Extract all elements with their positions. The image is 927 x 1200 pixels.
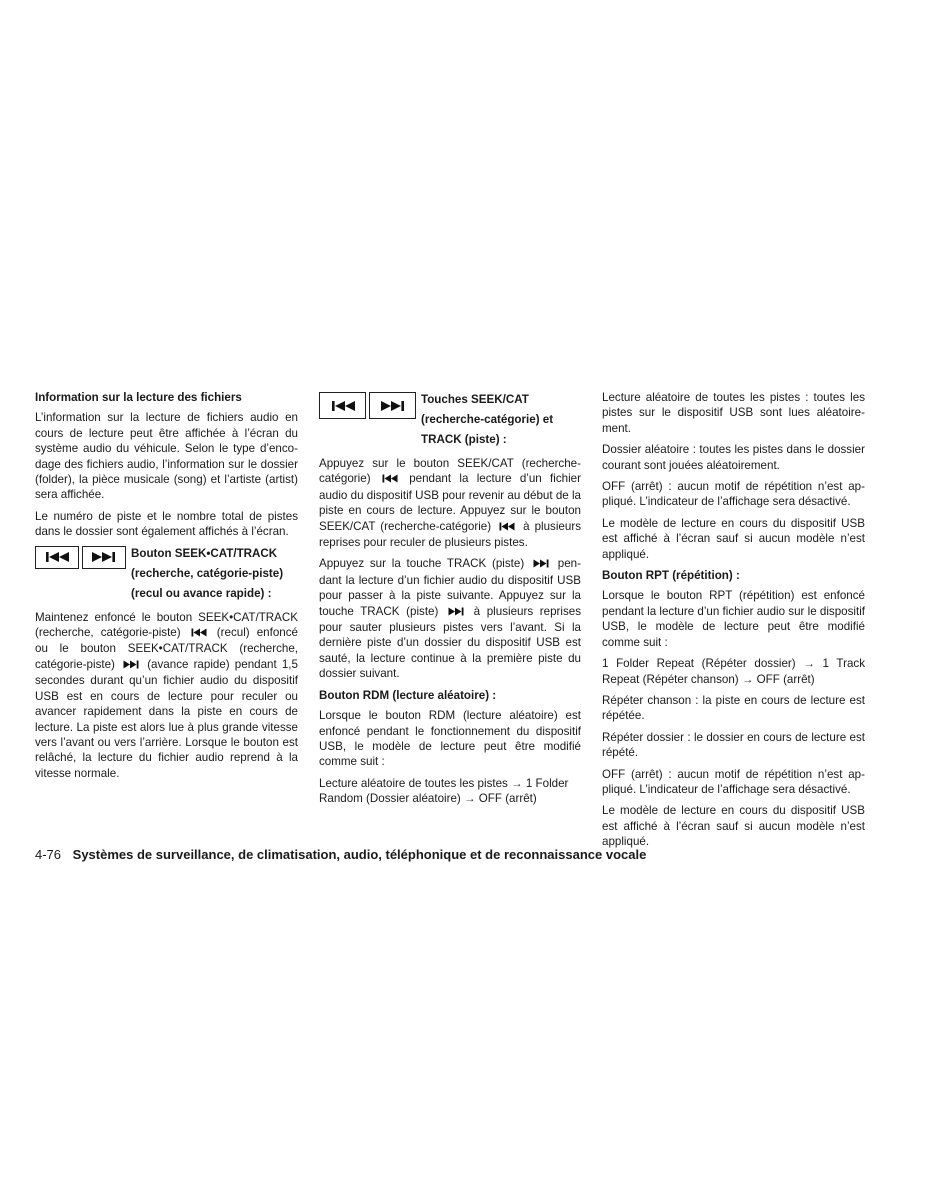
paragraph: Répéter dossier : le dossier en cours de lecture est répété. <box>602 730 865 760</box>
skip-back-icon <box>382 472 398 487</box>
paragraph-seek-cat: Appuyez sur le bouton SEEK/CAT (recherche-catégorie) pendant la lecture d’un fichier audio du dispositif USB pour revenir au début de la piste en cours de lecture. Appuyez sur le bouton SEEK/CAT (recherche-catégorie) à plusieurs reprises pour reculer de plusieurs pistes. <box>319 457 581 550</box>
paragraph: OFF (arrêt) : aucun motif de répétition n’est appliqué. L’indicateur de l’affichage sera désactivé. <box>602 767 865 796</box>
button-figure-seek-cat-and-track <box>319 392 581 450</box>
skip-back-icon <box>319 392 366 419</box>
paragraph: Le modèle de lecture en cours du dispositif USB est affiché à l’écran sauf si aucun modèle n’est appliqué. <box>602 804 865 849</box>
paragraph-track: Appuyez sur la touche TRACK (piste) pendant la lecture d’un fichier audio du dispositif USB pour passer à la piste suivante. Appuyez sur la touche TRACK (piste) à plusieurs reprises pour sauter plusieurs pistes vers l’avant. Si la dernière piste d’un dossier du dispositif USB est sauté, la lecture continue à la première piste du dossier suivant. <box>319 557 581 681</box>
paragraph: Lorsque le bouton RDM (lecture aléatoire) est enfoncé pendant le fonctionnement du dispositif USB, le modèle de lecture peut être modifié comme suit : <box>319 709 581 769</box>
button-figure-seek-cat-track <box>35 546 298 604</box>
skip-back-icon <box>35 546 79 569</box>
chapter-title: Systèmes de surveillance, de climatisation, audio, téléphonique et de reconnaissance vocale <box>72 847 647 862</box>
column-2 <box>319 390 581 813</box>
skip-forward-icon <box>123 658 139 673</box>
skip-forward-icon <box>369 392 416 419</box>
paragraph: Le numéro de piste et le nombre total de pistes dans le dossier sont également affichés à l’écran. <box>35 509 298 539</box>
paragraph: 1 Folder Repeat (Répéter dossier) → 1 Track Repeat (Répéter chanson) → OFF (arrêt) <box>602 657 865 686</box>
skip-forward-icon <box>533 557 549 572</box>
section-heading-rpt: Bouton RPT (répétition) : <box>602 569 740 583</box>
skip-forward-icon <box>448 605 464 620</box>
section-heading-rdm: Bouton RDM (lecture aléatoire) : <box>319 688 497 702</box>
page-number: 4-76 <box>35 847 62 862</box>
paragraph: OFF (arrêt) : aucun motif de répétition n’est appliqué. L’indicateur de l’affichage sera désactivé. <box>602 480 865 509</box>
page-footer <box>35 846 895 864</box>
paragraph-seek-hold: Maintenez enfoncé le bouton SEEK•CAT/TRACK (recherche, catégorie-piste) (recul) enfoncé ou le bouton SEEK•CAT/TRACK (recherche, catégorie-piste) (avance rapide) pendant 1,5 secondes durant qu’un fichier audio du dispositif USB est en cours de lecture pour reculer ou avancer rapidement dans la piste en cours de lecture. La piste est alors lue à plus grande vitesse vers l’avant ou vers l’arrière. Lorsque le bouton est relâché, la lecture du fichier audio reprend à la vitesse normale. <box>35 610 298 780</box>
button-heading-seek-cat-and-track: Touches SEEK/CAT (recherche-catégorie) et TRACK (piste) : <box>421 393 554 446</box>
section-heading-file-info: Information sur la lecture des fichiers <box>35 391 242 404</box>
button-pair <box>319 392 416 419</box>
paragraph: L’information sur la lecture de fichiers audio en cours de lecture peut être affichée à l’écran du système audio du véhicule. Selon le type d’encodage des fichiers audio, l’information sur le dossier (folder), la pièce musicale (song) et l’artiste (artist) sera affichée. <box>35 411 298 502</box>
skip-back-icon <box>499 520 515 535</box>
skip-forward-icon <box>82 546 126 569</box>
paragraph: Dossier aléatoire : toutes les pistes dans le dossier courant sont jouées aléatoirement. <box>602 443 865 472</box>
column-1 <box>35 390 298 787</box>
column-3 <box>602 390 865 856</box>
paragraph: Lorsque le bouton RPT (répétition) est enfoncé pendant la lecture d’un fichier audio sur le dispositif USB, le modèle de lecture peut être modifié comme suit : <box>602 589 865 649</box>
skip-back-icon <box>191 626 207 641</box>
button-pair <box>35 546 126 569</box>
paragraph: Le modèle de lecture en cours du dispositif USB est affiché à l’écran sauf si aucun modèle n’est appliqué. <box>602 516 865 561</box>
paragraph: Lecture aléatoire de toutes les pistes : toutes les pistes sur le dispositif USB sont lues aléatoirement. <box>602 391 865 435</box>
paragraph: Répéter chanson : la piste en cours de lecture est répétée. <box>602 693 865 723</box>
button-heading-seek-cat-track: Bouton SEEK•CAT/TRACK (recherche, catégorie-piste) (recul ou avance rapide) : <box>131 546 284 600</box>
paragraph: Lecture aléatoire de toutes les pistes → 1 Folder Random (Dossier aléatoire) → OFF (arrêt) <box>319 776 569 806</box>
